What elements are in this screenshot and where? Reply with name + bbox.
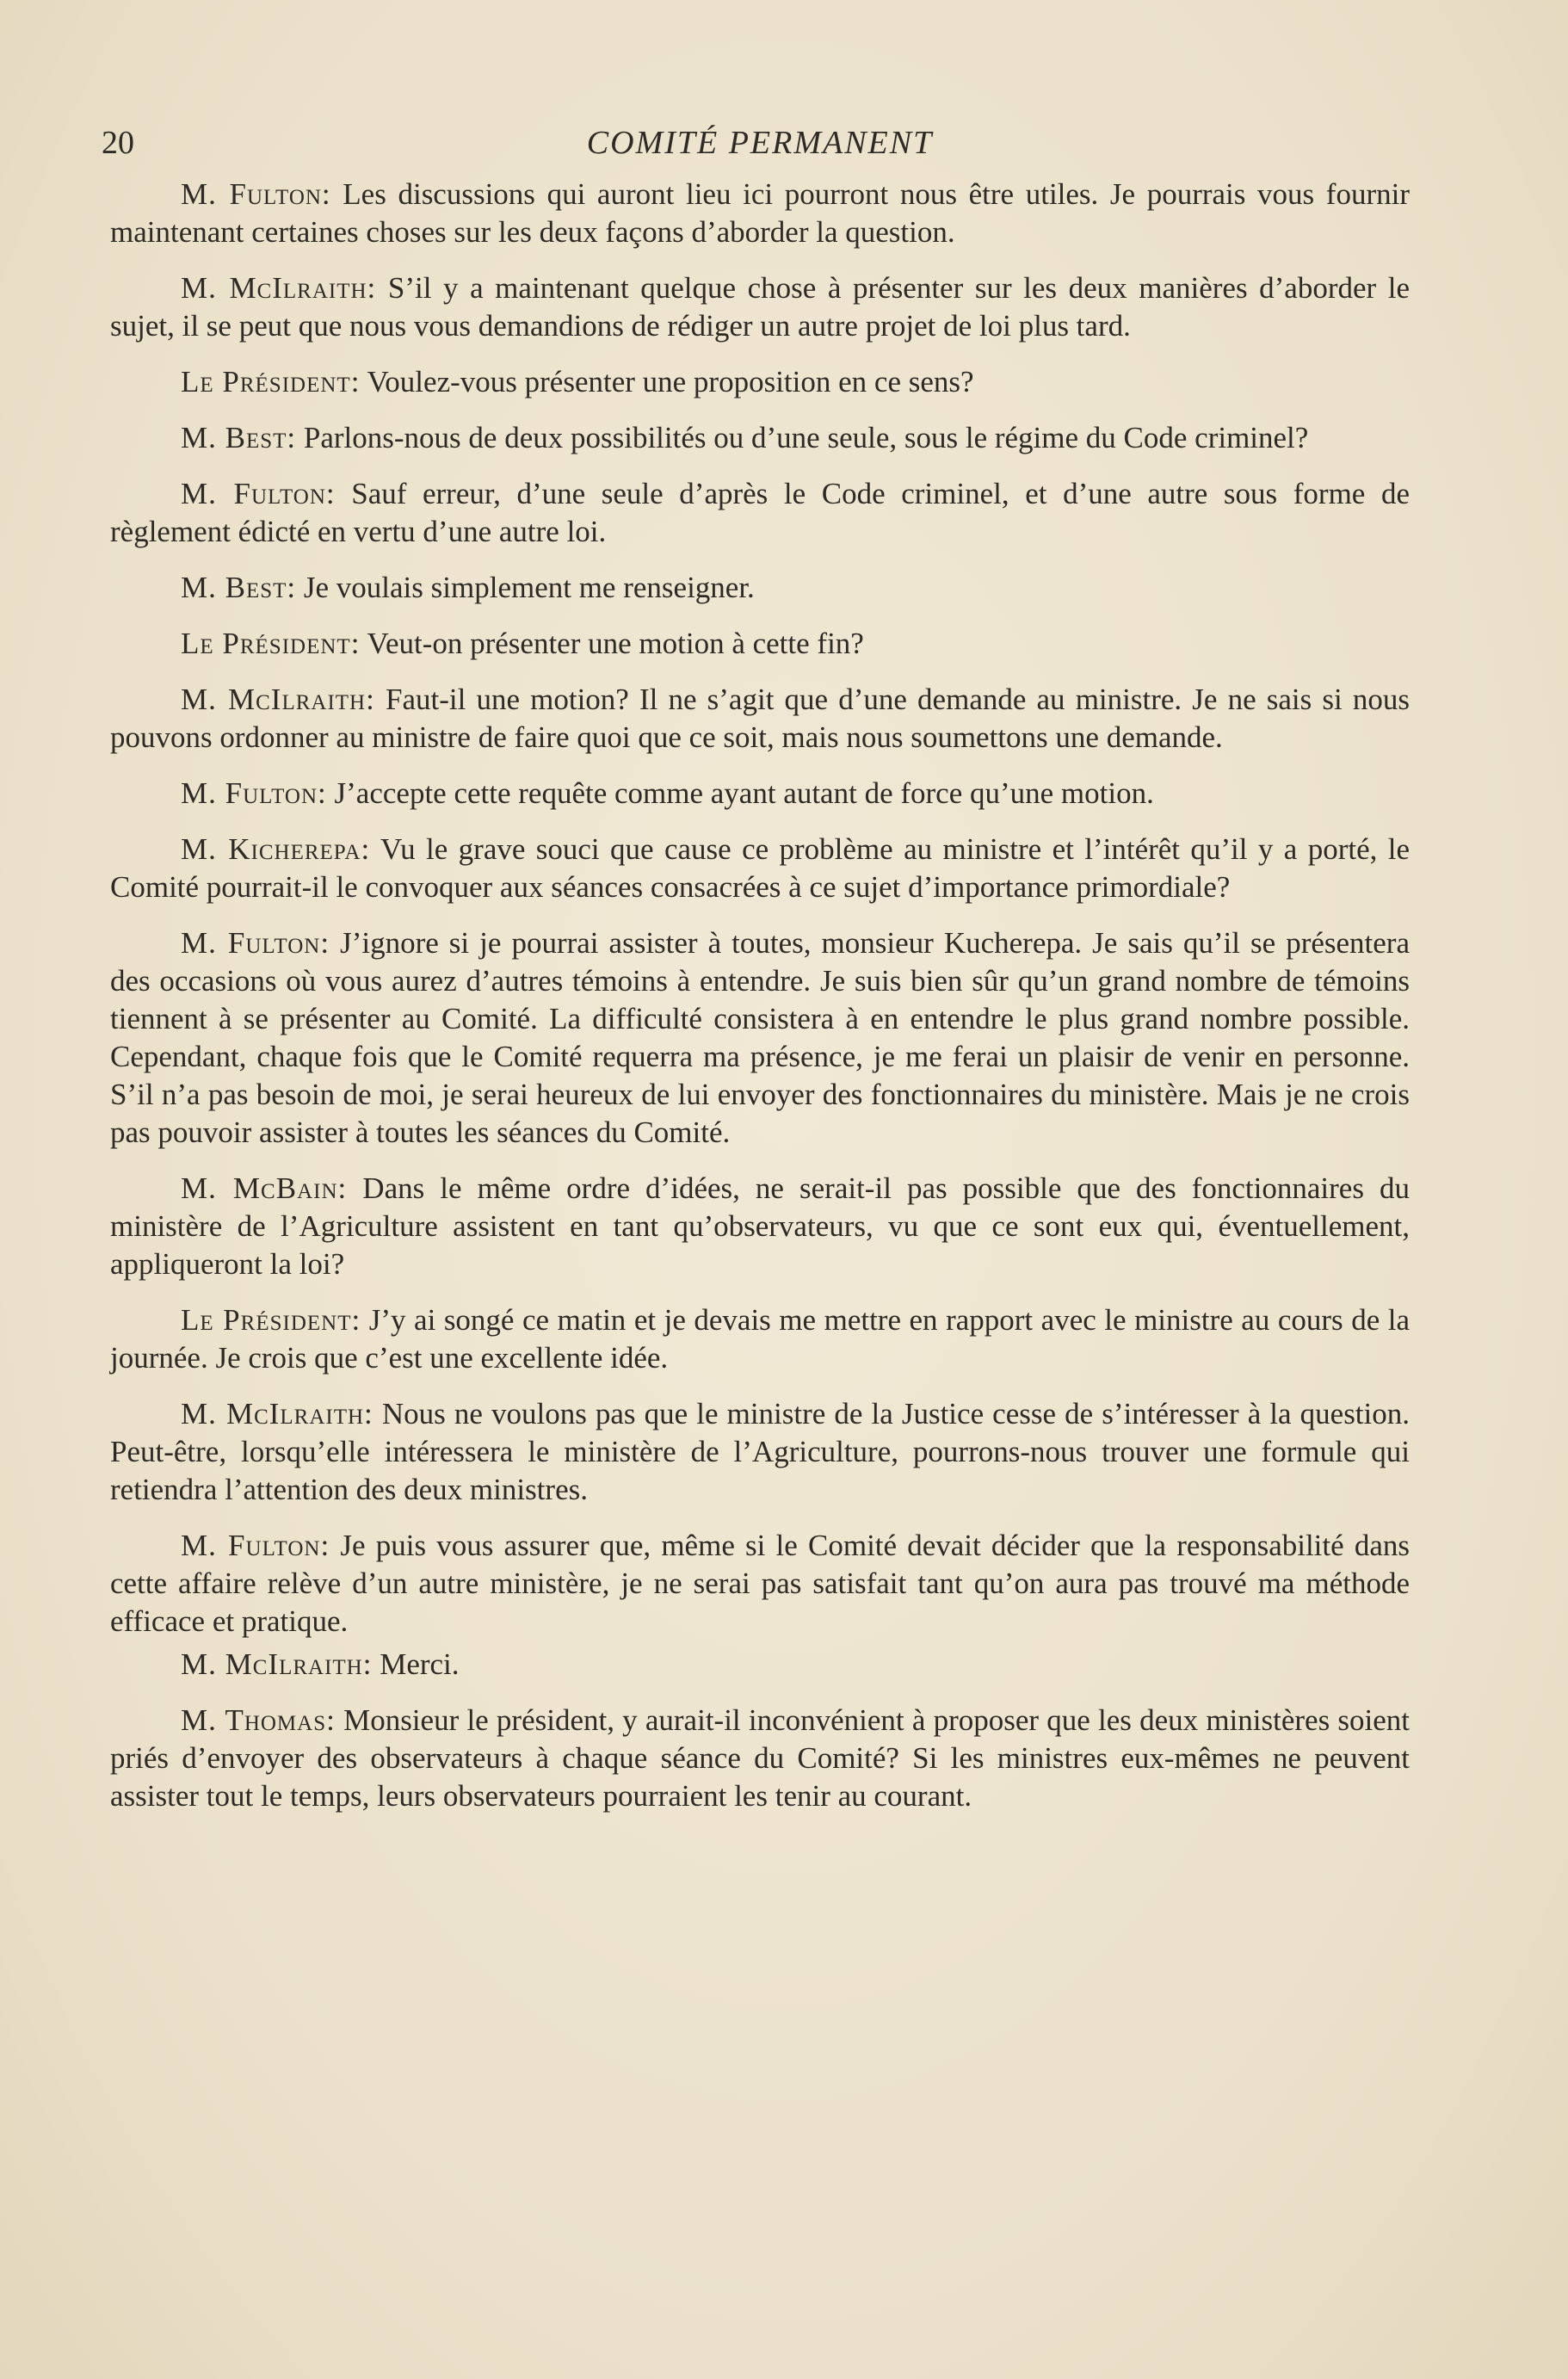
speech-text: Les discussions qui auront lieu ici pourront nous être utiles. Je pourrais vous fournir maintenant certaines choses sur les deux façons d’aborder la question.: [110, 177, 1410, 249]
paragraph: [110, 269, 1410, 345]
speech-text: Sauf erreur, d’une seule d’après le Code criminel, et d’une autre sous forme de règlement édicté en vertu d’une autre loi.: [110, 477, 1410, 548]
speech-text: Nous ne voulons pas que le ministre de la Justice cesse de s’intéresser à la question. Peut-être, lorsqu’elle intéressera le ministère de l’Agriculture, pourrons-nous trouver une formule qui retiendra l’attention des deux ministres.: [110, 1397, 1411, 1506]
paragraph: [110, 831, 1410, 906]
paragraph: [110, 475, 1410, 551]
speaker-name: M. McIlraith:: [181, 683, 375, 716]
speaker-name: M. McIlraith:: [181, 1397, 373, 1430]
speech-text: Faut-il une motion? Il ne s’agit que d’une demande au ministre. Je ne sais si nous pouvons ordonner au ministre de faire quoi que ce soit, mais nous soumettons une demande.: [110, 683, 1410, 754]
paragraph: [110, 775, 1410, 813]
paragraph: [110, 363, 1410, 401]
speech-text: Dans le même ordre d’idées, ne serait-il pas possible que des fonctionnaires du ministère de l’Agriculture assistent en tant qu’observateurs, vu que ce sont eux qui, éventuellement, appliqueront la loi?: [110, 1171, 1411, 1281]
paragraph: [110, 1702, 1410, 1815]
paragraph: [110, 1395, 1410, 1509]
paragraph: [110, 419, 1410, 457]
speech-text: Je puis vous assurer que, même si le Comité devait décider que la responsabilité dans cette affaire relève d’un autre ministère, je ne serai pas satisfait tant qu’on aura pas trouvé ma méthode efficace et pratique.: [110, 1529, 1410, 1638]
speaker-name: M. Thomas:: [181, 1703, 336, 1737]
speaker-name: M. McIlraith:: [181, 1647, 373, 1681]
speaker-name: M. Best:: [181, 421, 297, 454]
paragraph: [110, 1170, 1410, 1283]
speaker-name: M. Best:: [181, 571, 297, 604]
paragraph: [110, 1527, 1410, 1641]
paragraph: [110, 1646, 1410, 1684]
speaker-name: M. Kicherepa:: [181, 832, 371, 866]
paragraph: [110, 176, 1410, 251]
page-number: 20: [102, 125, 134, 161]
paragraph: [110, 924, 1410, 1152]
speaker-name: Le Président:: [181, 1303, 361, 1337]
speech-text: J’accepte cette requête comme ayant autant de force qu’une motion.: [334, 776, 1154, 810]
speech-text: J’ignore si je pourrai assister à toutes, monsieur Kucherepa. Je sais qu’il se présentera des occasions où vous aurez d’autres témoins à entendre. Je suis bien sûr qu’un grand nombre de témoins tiennent à se présenter au Comité. La difficulté consistera à en entendre le plus grand nombre possible. Cependant, chaque fois que le Comité requerra ma présence, je me ferai un plaisir de venir en personne. S’il n’a pas besoin de moi, je serai heureux de lui envoyer des fonctionnaires du ministère. Mais je ne crois pas pouvoir assister à toutes les séances du Comité.: [110, 926, 1410, 1149]
speech-text: Monsieur le président, y aurait-il inconvénient à proposer que les deux ministères soient priés d’envoyer des observateurs à chaque séance du Comité? Si les ministres eux-mêmes ne peuvent assister tout le temps, leurs observateurs pourraient les tenir au courant.: [110, 1703, 1411, 1813]
transcript-body: [110, 176, 1410, 1833]
speaker-name: Le Président:: [181, 365, 361, 399]
speaker-name: M. Fulton:: [181, 177, 331, 211]
speech-text: Vu le grave souci que cause ce problème au ministre et l’intérêt qu’il y a porté, le Comité pourrait-il le convoquer aux séances consacrées à ce sujet d’importance primordiale?: [110, 832, 1410, 904]
paragraph: [110, 625, 1410, 663]
speech-text: Parlons-nous de deux possibilités ou d’une seule, sous le régime du Code criminel?: [303, 421, 1309, 454]
speech-text: Merci.: [380, 1647, 460, 1681]
paragraph: [110, 681, 1410, 757]
speaker-name: M. Fulton:: [181, 477, 336, 510]
page-header: [102, 117, 1418, 169]
speaker-name: M. McBain:: [181, 1171, 348, 1205]
speech-text: Voulez-vous présenter une proposition en ce sens?: [367, 365, 974, 399]
speech-text: Veut-on présenter une motion à cette fin?: [367, 627, 864, 660]
speaker-name: Le Président:: [181, 627, 361, 660]
speech-text: J’y ai songé ce matin et je devais me mettre en rapport avec le ministre au cours de la journée. Je crois que c’est une excellente idée.: [110, 1303, 1411, 1375]
running-title: COMITÉ PERMANENT: [586, 125, 934, 161]
speaker-name: M. McIlraith:: [181, 271, 377, 305]
speech-text: Je voulais simplement me renseigner.: [303, 571, 755, 604]
paragraph: [110, 1301, 1410, 1377]
paragraph: [110, 569, 1410, 607]
speaker-name: M. Fulton:: [181, 1529, 330, 1562]
speaker-name: M. Fulton:: [181, 776, 327, 810]
speech-text: S’il y a maintenant quelque chose à présenter sur les deux manières d’aborder le sujet, il se peut que nous vous demandions de rédiger un autre projet de loi plus tard.: [110, 271, 1411, 343]
speaker-name: M. Fulton:: [181, 926, 330, 960]
